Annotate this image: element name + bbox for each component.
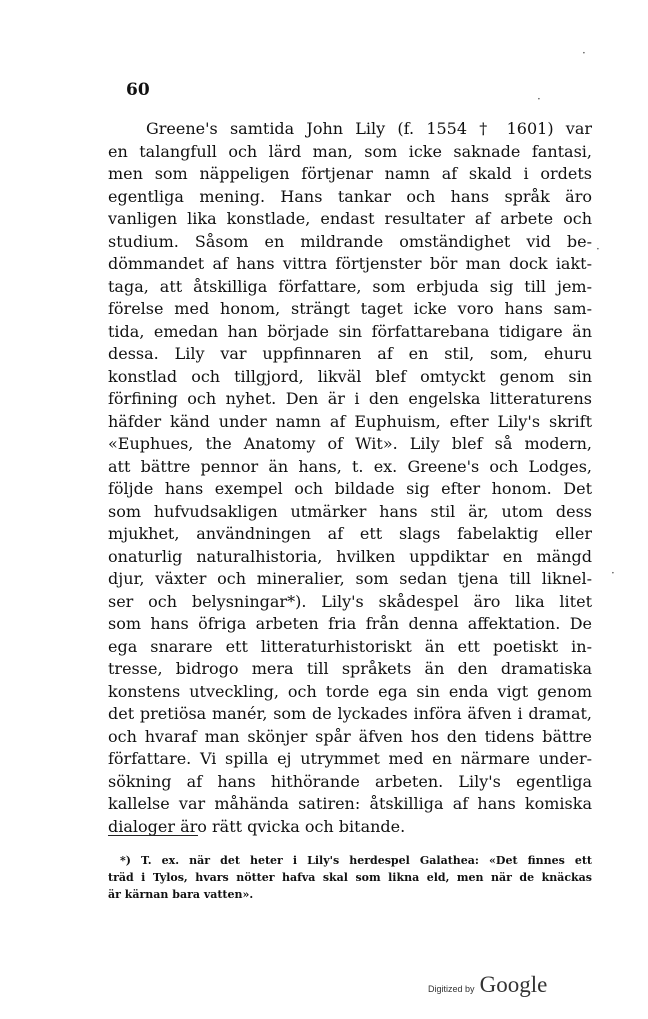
text-line: häfder känd under namn af Euphuism, efter Lily's skrift: [108, 411, 592, 431]
text-line: studium. Såsom en mildrande omständighet vid be-: [108, 231, 592, 251]
text-line: taga, att åtskilliga författare, som erbjuda sig till jem-: [108, 276, 592, 296]
watermark-prefix: Digitized by: [428, 984, 475, 994]
google-logo: Google: [479, 972, 548, 997]
text-line: som hans öfriga arbeten fria från denna affektation. De: [108, 614, 592, 633]
text-line: kallelse var måhända satiren: åtskilliga af hans komiska: [108, 794, 592, 813]
text-line: ser och belysningar*). Lily's skådespel äro lika litet: [108, 591, 592, 611]
page-number: 60: [126, 80, 150, 100]
text-line: sökning af hans hithörande arbeten. Lily's egentliga: [108, 771, 592, 791]
text-line: dessa. Lily var uppfinnaren af en stil, som, ehuru: [108, 344, 592, 363]
text-line: följde hans exempel och bildade sig efter honom. Det: [108, 479, 592, 498]
scan-speck: ·: [582, 46, 586, 60]
scan-speck: ·: [611, 566, 615, 580]
text-line: tresse, bidrogo mera till språkets än den dramatiska: [108, 659, 592, 678]
text-line: men som näppeligen förtjenar namn af skald i ordets: [108, 164, 592, 183]
scan-speck: ·: [596, 242, 600, 256]
text-line: «Euphues, the Anatomy of Wit». Lily blef så modern,: [108, 434, 592, 453]
digitized-by-google-watermark: [428, 972, 547, 998]
text-line: vanligen lika konstlade, endast resultater af arbete och: [108, 209, 592, 228]
text-line: och hvaraf man skönjer spår äfven hos den tidens bättre: [108, 726, 592, 746]
text-line: onaturlig naturalhistoria, hvilken uppdiktar en mängd: [108, 546, 592, 566]
text-line: dialoger äro rätt qvicka och bitande.: [108, 816, 406, 836]
text-line: det pretiösa manér, som de lyckades införa äfven i dramat,: [108, 704, 592, 723]
text-line: som hufvudsakligen utmärker hans stil är, utom dess: [108, 501, 592, 521]
text-line: dömmandet af hans vittra förtjenster bör man dock iakt-: [108, 254, 592, 273]
text-line: att bättre pennor än hans, t. ex. Greene's och Lodges,: [108, 456, 592, 476]
text-line: en talangfull och lärd man, som icke saknade fantasi,: [108, 141, 592, 161]
text-line: konstens utveckling, och torde ega sin enda vigt genom: [108, 681, 592, 701]
footnote-line: *) T. ex. när det heter i Lily's herdespel Galathea: «Det finnes ett: [120, 854, 592, 867]
text-line: mjukhet, användningen af ett slags fabelaktig eller: [108, 524, 592, 543]
text-line: Greene's samtida John Lily (f. 1554 † 1601) var: [146, 119, 592, 138]
scan-speck: ·: [537, 92, 541, 106]
text-line: författare. Vi spilla ej utrymmet med en närmare under-: [108, 749, 592, 768]
footnote-line: träd i Tylos, hvars nötter hafva skal som likna eld, men när de knäckas: [108, 871, 592, 884]
text-line: förfining och nyhet. Den är i den engelska litteraturens: [108, 389, 592, 408]
body-text: [108, 118, 592, 838]
text-line: ega snarare ett litteraturhistoriskt än ett poetiskt in-: [108, 636, 592, 656]
text-line: djur, växter och mineralier, som sedan tjena till liknel-: [108, 569, 592, 588]
text-line: konstlad och tillgjord, likväl blef omtyckt genom sin: [108, 366, 592, 386]
text-line: tida, emedan han började sin författarebana tidigare än: [108, 321, 592, 341]
text-line: egentliga mening. Hans tankar och hans språk äro: [108, 186, 592, 206]
footnote: [108, 852, 592, 903]
text-line: förelse med honom, strängt taget icke voro hans sam-: [108, 299, 592, 318]
footnote-line: är kärnan bara vatten».: [108, 888, 254, 901]
footnote-divider: [108, 835, 198, 836]
